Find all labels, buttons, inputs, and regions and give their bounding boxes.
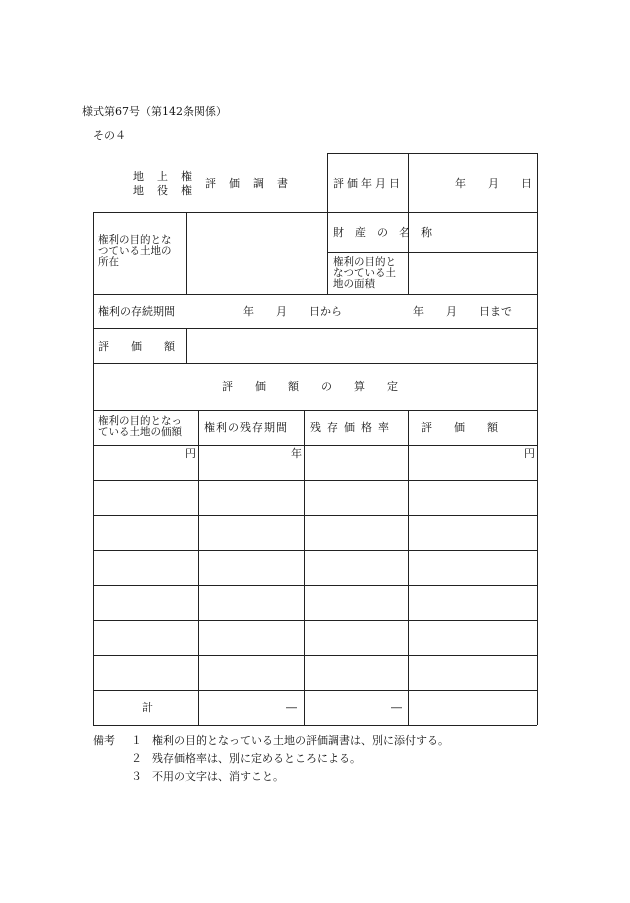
rights-type-servitude: 地 役 権 <box>133 184 193 197</box>
duration-label: 権利の存続期間 <box>98 305 175 318</box>
calc-section-title: 評 価 額 の 算 定 <box>222 380 398 393</box>
column-header-appraised-value: 評 価 額 <box>421 421 498 434</box>
note-text: 不用の文字は、消すこと。 <box>152 770 284 783</box>
value-label: 評 価 額 <box>98 340 175 353</box>
note-text: 権利の目的となっている土地の評価調書は、別に添付する。 <box>152 734 449 747</box>
rights-type-surface: 地 上 権 <box>133 170 193 183</box>
document-title: 評 価 調 書 <box>205 177 289 190</box>
total-label: 計 <box>142 701 153 714</box>
land-area-label: 権利の目的と なつている土 地の面積 <box>333 256 396 290</box>
eval-date-label: 評価年月日 <box>333 177 403 190</box>
unit-yen: 円 <box>185 447 196 460</box>
note-text: 残存価格率は、別に定めるところによる。 <box>152 752 361 765</box>
note-number: ３ <box>131 770 142 783</box>
eval-date-value: 年 月 日 <box>455 177 532 190</box>
note-number: ２ <box>131 752 142 765</box>
column-header-remaining-period: 権利の残存期間 <box>204 421 288 434</box>
total-dash: ― <box>286 701 297 714</box>
unit-year: 年 <box>291 447 302 460</box>
duration-to: 年 月 日まで <box>413 305 512 318</box>
duration-from: 年 月 日から <box>243 305 342 318</box>
column-header-residual-rate: 残存価格率 <box>310 421 395 434</box>
unit-yen: 円 <box>524 447 535 460</box>
property-name-label: 財 産 の 名 称 <box>333 226 432 239</box>
notes-label: 備考 <box>93 734 115 747</box>
column-header-land-value: 権利の目的となっ ている土地の価額 <box>98 415 182 438</box>
location-label: 権利の目的とな つている土地の 所在 <box>98 234 172 268</box>
form-sub-label: その４ <box>93 129 126 142</box>
note-number: １ <box>131 734 142 747</box>
total-dash: ― <box>391 701 402 714</box>
form-number: 様式第67号（第142条関係） <box>82 105 227 118</box>
